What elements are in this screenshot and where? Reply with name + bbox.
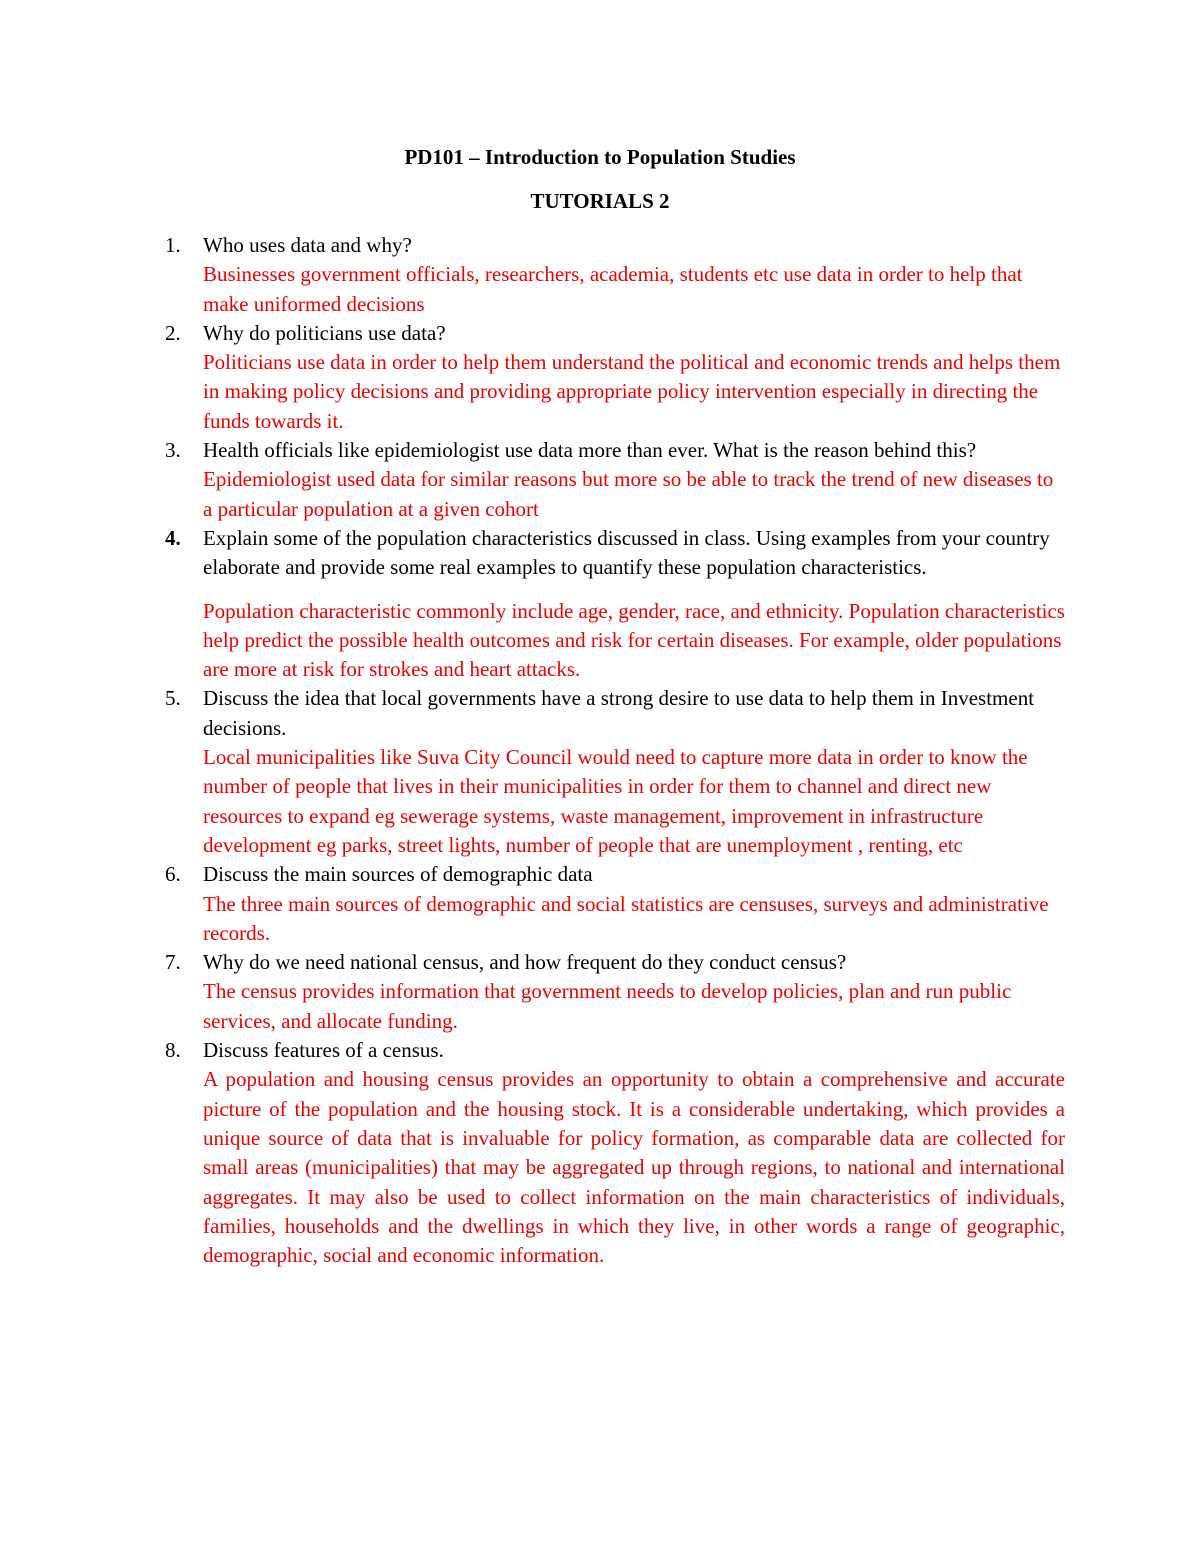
question-text: Why do we need national census, and how frequent do they conduct census? xyxy=(203,950,847,975)
question-text: Health officials like epidemiologist use data more than ever. What is the reason behind this? xyxy=(203,438,977,463)
answer-text: Businesses government officials, researchers, academia, students etc use data in order to help that make uniformed decisions xyxy=(203,262,1023,316)
question-list xyxy=(165,231,1065,1270)
question-number: 5. xyxy=(165,686,181,711)
question-text: Why do politicians use data? xyxy=(203,320,446,345)
question-item-8 xyxy=(165,1036,1065,1270)
question-number: 3. xyxy=(165,438,181,463)
question-item-6 xyxy=(165,860,1065,948)
question-text: Who uses data and why? xyxy=(203,233,412,257)
answer-text: Politicians use data in order to help them understand the political and economic trends and helps them in making policy decisions and providing appropriate policy intervention especially in directing the funds towards it. xyxy=(203,350,1061,433)
answer-text: Local municipalities like Suva City Council would need to capture more data in order to know the number of people that lives in their municipalities in order for them to channel and direct new resources to expand eg sewerage systems, waste management, improvement in infrastructure development eg parks, street lights, number of people that are unemployment , renting, etc xyxy=(203,745,1028,857)
question-text: Explain some of the population characteristics discussed in class. Using examples from your country elaborate and provide some real examples to quantify these population characteristics. xyxy=(203,525,1050,580)
document-title: PD101 – Introduction to Population Studies xyxy=(404,145,796,169)
answer-text: Epidemiologist used data for similar reasons but more so be able to track the trend of new diseases to a particular population at a given cohort xyxy=(203,467,1054,521)
question-number: 1. xyxy=(165,233,181,257)
question-number: 7. xyxy=(165,950,181,975)
question-item-3 xyxy=(165,436,1065,524)
question-item-5 xyxy=(165,684,1065,860)
question-item-7 xyxy=(165,948,1065,1036)
answer-text: A population and housing census provides an opportunity to obtain a comprehensive and accurate picture of the population and the housing stock. It is a considerable undertaking, which provides a unique source of data that is invaluable for policy formation, as comparable data are collected for small areas (municipalities) that may be aggregated up through regions, to national and international aggregates. It may also be used to collect information on the main characteristics of individuals, families, households and the dwellings in which they live, in other words a range of geographic, demographic, social and economic information. xyxy=(203,1067,1065,1268)
question-number: 8. xyxy=(165,1038,181,1063)
answer-text: The three main sources of demographic and social statistics are censuses, surveys and administrative records. xyxy=(203,891,1049,945)
question-item-2 xyxy=(165,319,1065,436)
question-number: 6. xyxy=(165,862,181,887)
question-text: Discuss features of a census. xyxy=(203,1038,444,1063)
question-item-4 xyxy=(165,524,1065,684)
question-item-1 xyxy=(165,231,1065,319)
answer-text: The census provides information that government needs to develop policies, plan and run public services, and allocate funding. xyxy=(203,979,1012,1033)
question-text: Discuss the main sources of demographic data xyxy=(203,862,593,887)
question-number: 4. xyxy=(165,525,181,550)
question-number: 2. xyxy=(165,320,181,345)
answer-text: Population characteristic commonly include age, gender, race, and ethnicity. Population characteristics help predict the possible health outcomes and risk for certain diseases. For example, older populations are more at risk for strokes and heart attacks. xyxy=(203,598,1065,682)
document-subtitle: TUTORIALS 2 xyxy=(530,189,670,213)
question-text: Discuss the idea that local governments have a strong desire to use data to help them in Investment decisions. xyxy=(203,686,1035,740)
